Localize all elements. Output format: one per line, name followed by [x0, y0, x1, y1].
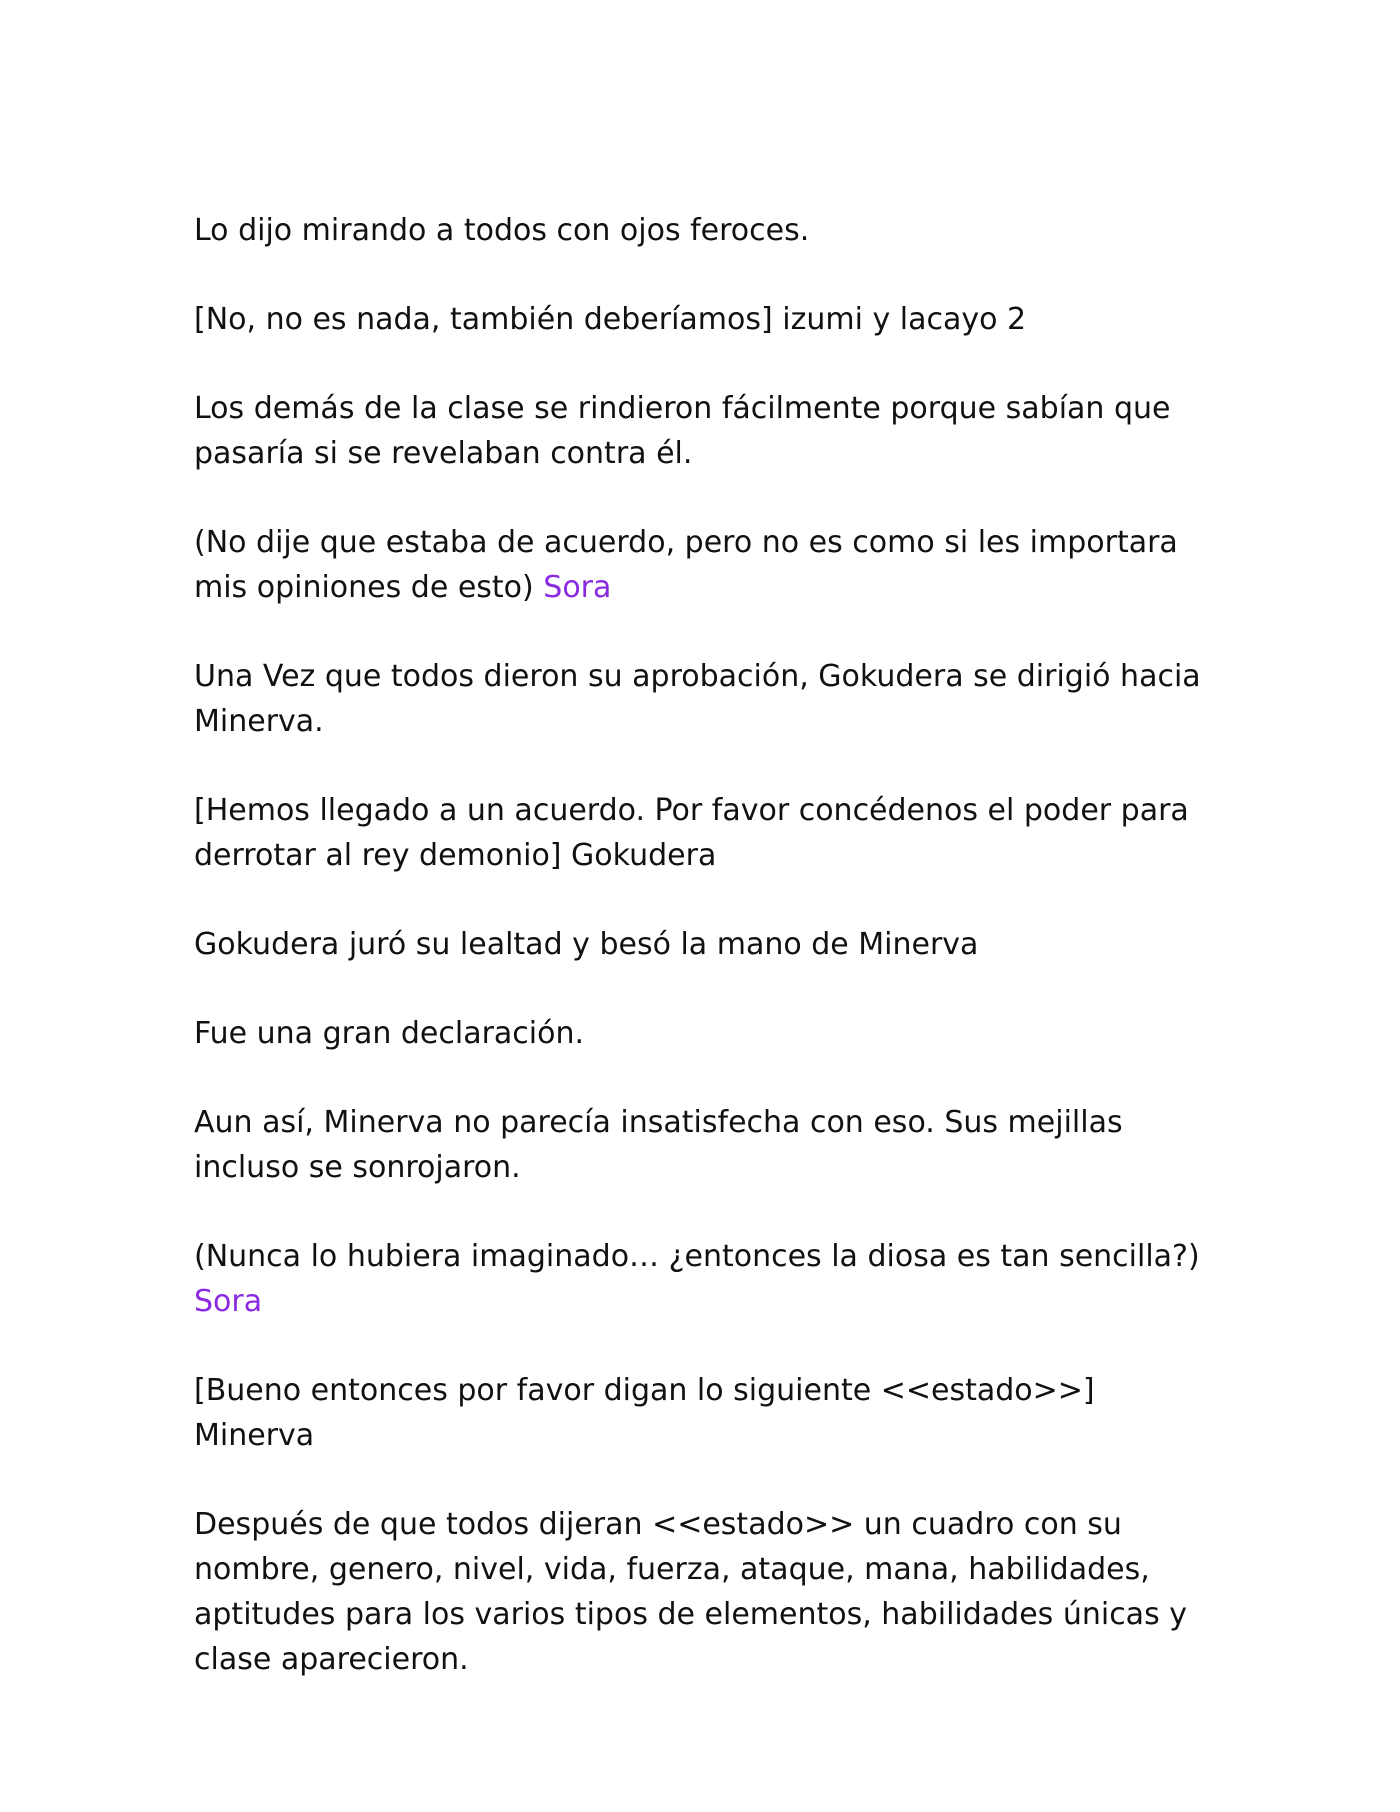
paragraph-text: (Nunca lo hubiera imaginado… ¿entonces la diosa es tan sencilla?): [194, 1239, 1200, 1274]
paragraph-text: (No dije que estaba de acuerdo, pero no es como si les importara mis opiniones de esto): [194, 525, 1178, 605]
paragraph-text: Los demás de la clase se rindieron fácilmente porque sabían que pasaría si se revelaban contra él.: [194, 391, 1171, 471]
paragraph: [194, 1234, 1224, 1324]
paragraph-text: Lo dijo mirando a todos con ojos feroces.: [194, 213, 810, 248]
paragraph: [194, 922, 1224, 967]
paragraph: [194, 520, 1224, 610]
paragraph: [194, 1368, 1224, 1458]
paragraph: [194, 386, 1224, 476]
paragraph-text: Después de que todos dijeran <<estado>> un cuadro con su nombre, genero, nivel, vida, fuerza, ataque, mana, habilidades, aptitudes para los varios tipos de elementos, habilidades únicas y clase aparecieron.: [194, 1507, 1187, 1677]
paragraph: [194, 788, 1224, 878]
paragraph-text: Aun así, Minerva no parecía insatisfecha con eso. Sus mejillas incluso se sonrojaron.: [194, 1105, 1123, 1185]
text-body: [194, 208, 1224, 1682]
paragraph: [194, 297, 1224, 342]
paragraph: [194, 654, 1224, 744]
paragraph: [194, 208, 1224, 253]
paragraph-text: Gokudera juró su lealtad y besó la mano de Minerva: [194, 927, 979, 962]
speaker-name: Sora: [194, 1284, 263, 1319]
paragraph-text: Fue una gran declaración.: [194, 1016, 585, 1051]
paragraph: [194, 1011, 1224, 1056]
paragraph: [194, 1100, 1224, 1190]
paragraph-text: [No, no es nada, también deberíamos] izumi y lacayo 2: [194, 302, 1027, 337]
paragraph-text: [Hemos llegado a un acuerdo. Por favor concédenos el poder para derrotar al rey demonio] Gokudera: [194, 793, 1189, 873]
paragraph-text: [Bueno entonces por favor digan lo siguiente <<estado>>] Minerva: [194, 1373, 1095, 1453]
paragraph-text: Una Vez que todos dieron su aprobación, Gokudera se dirigió hacia Minerva.: [194, 659, 1201, 739]
speaker-name: Sora: [543, 570, 612, 605]
paragraph: [194, 1502, 1224, 1682]
